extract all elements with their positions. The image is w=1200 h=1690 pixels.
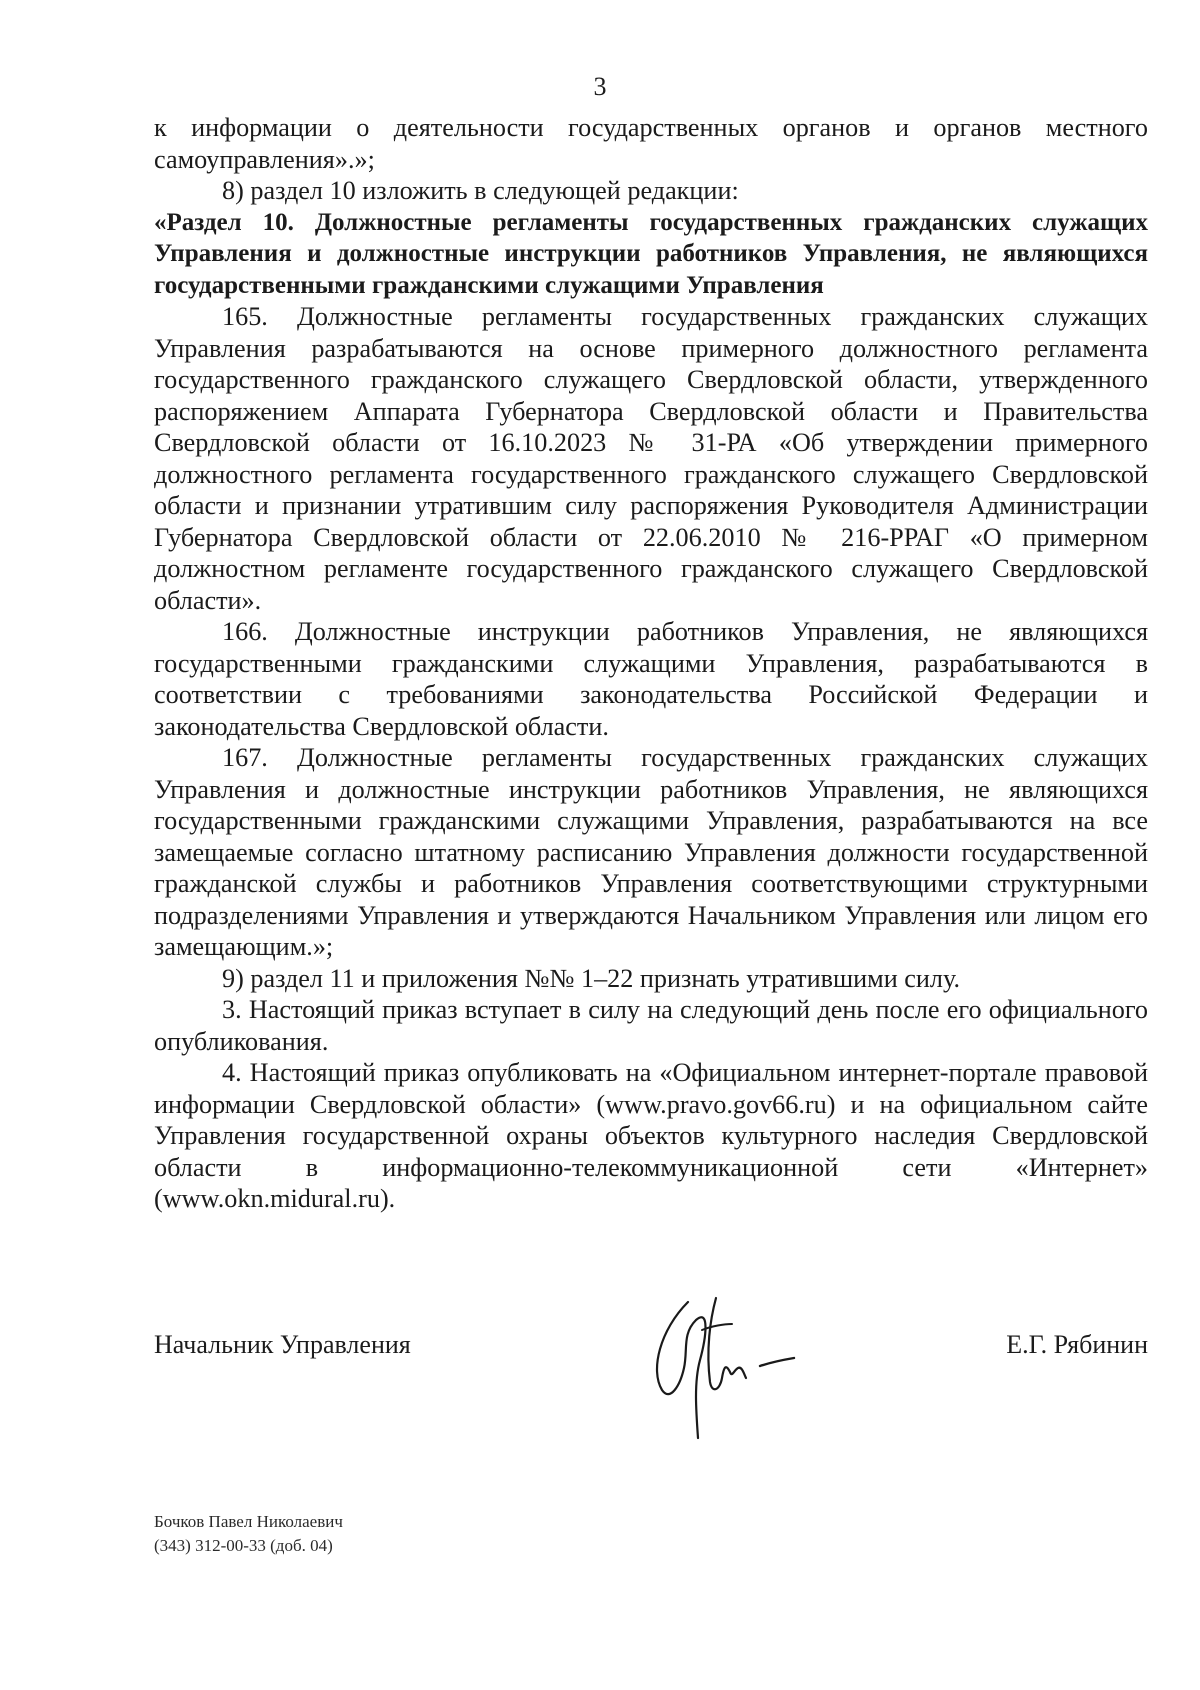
signatory-name: Е.Г. Рябинин — [1006, 1330, 1148, 1359]
paragraph-3: 3. Настоящий приказ вступает в силу на следующий день после его официального опубликования. — [154, 995, 1148, 1056]
paragraph-166: 166. Должностные инструкции работников Управления, не являющихся государственными гражданскими служащими Управления, разрабатываются в соответствии с требованиями законодательства Российской Федерации и законодательства Свердловской области. — [154, 617, 1148, 741]
signatory-title: Начальник Управления — [154, 1330, 411, 1359]
paragraph-167: 167. Должностные регламенты государственных гражданских служащих Управления и должностные инструкции работников Управления, не являющихся государственными гражданскими служащими Управления, разрабатываются на все замещаемые согласно штатному расписанию Управления должности государственной гражданской службы и работников Управления соответствующими структурными подразделениями Управления и утверждаются Начальником Управления или лицом его замещающим.»; — [154, 743, 1148, 961]
paragraph-165: 165. Должностные регламенты государственных гражданских служащих Управления разрабатываются на основе примерного должностного регламента государственного гражданского служащего Свердловской области, утвержденного распоряжением Аппарата Губернатора Свердловской области и Правительства Свердловской области от 16.10.2023 № 31-РА «Об утверждении примерного должностного регламента государственного гражданского служащего Свердловской области и признании утратившим силу распоряжения Руководителя Администрации Губернатора Свердловской области от 22.06.2010 № 216-РРАГ «О примерном должностном регламенте государственного гражданского служащего Свердловской области». — [154, 302, 1148, 615]
paragraph-item-9: 9) раздел 11 и приложения №№ 1–22 признать утратившими силу. — [222, 963, 961, 993]
handwritten-signature-icon — [640, 1290, 830, 1440]
paragraph-4: 4. Настоящий приказ опубликовать на «Официальном интернет-портале правовой информации Свердловской области» (www.pravo.gov66.ru) и на официальном сайте Управления государственной охраны объектов культурного наследия Свердловской области в информационно-телекоммуникационной сети «Интернет» (www.okn.midural.ru). — [154, 1058, 1148, 1213]
section-heading: «Раздел 10. Должностные регламенты государственных гражданских служащих Управления и должностные инструкции работников Управления, не являющихся государственными гражданскими служащими Управления — [154, 208, 1148, 299]
document-body — [154, 112, 1148, 1215]
paragraph-continuation: к информации о деятельности государственных органов и органов местного самоуправления».»; — [154, 113, 1148, 174]
page-number: 3 — [593, 72, 607, 101]
contact-person: Бочков Павел Николаевич — [154, 1512, 343, 1531]
contact-info — [154, 1510, 343, 1558]
paragraph-item-8: 8) раздел 10 изложить в следующей редакции: — [222, 176, 739, 205]
contact-phone: (343) 312-00-33 (доб. 04) — [154, 1536, 333, 1555]
